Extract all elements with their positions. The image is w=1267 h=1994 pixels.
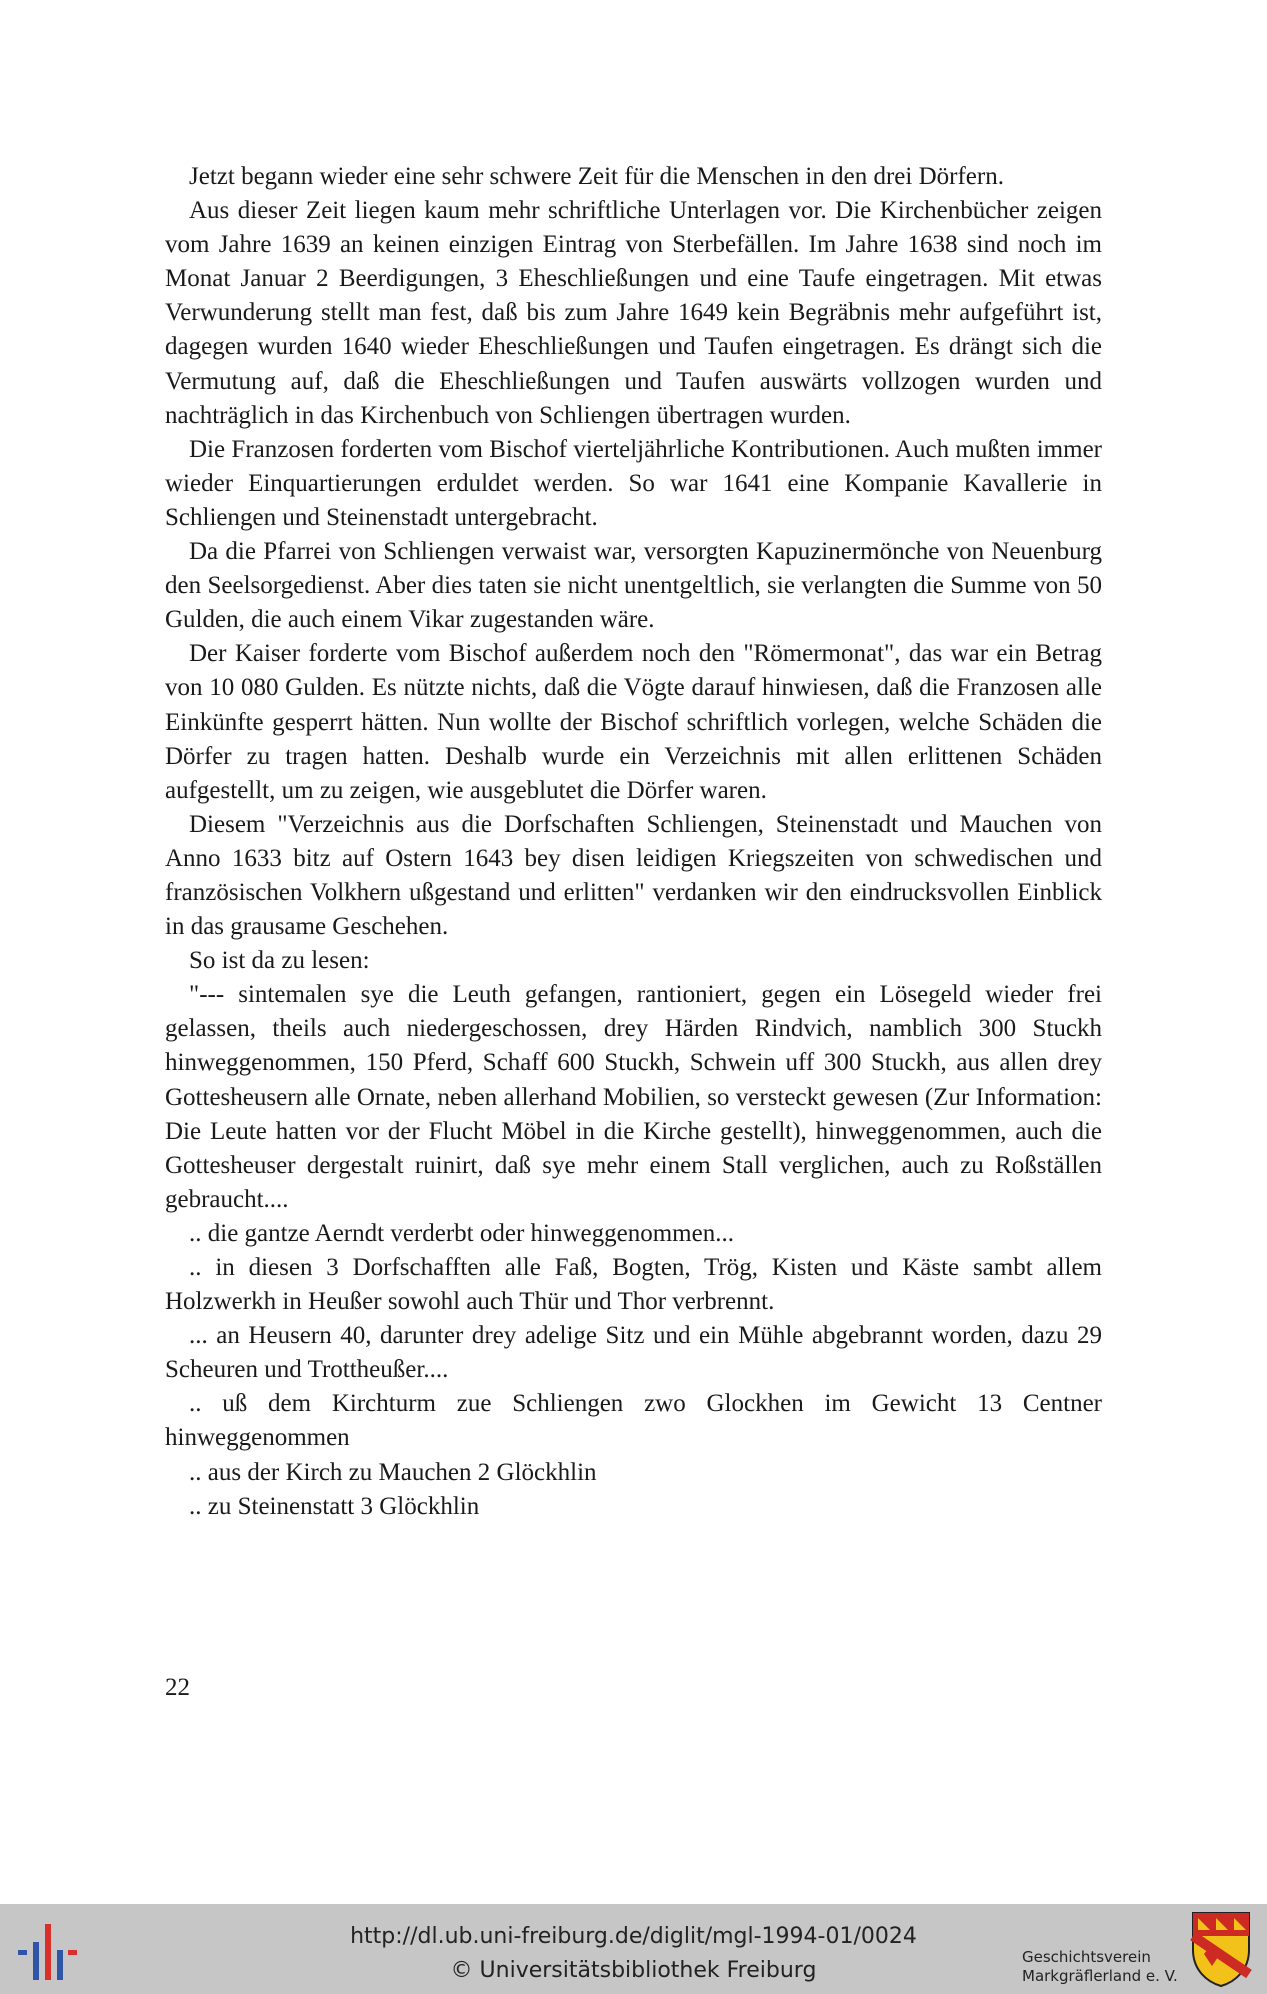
society-line-1: Geschichtsverein bbox=[1022, 1948, 1151, 1966]
copyright-text: © Universitätsbibliothek Freiburg bbox=[450, 1958, 817, 1983]
paragraph: Der Kaiser forderte vom Bischof außerdem noch den "Römermonat", das war ein Betrag von 10 080 Gulden. Es nützte nichts, daß die Vögte darauf hinwiesen, daß die Franzosen alle Einkünfte gesperrt hätten. Nun wollte der Bischof schriftlich vorlegen, welche Schäden die Dörfer zu tragen hatten. Deshalb wurde ein Verzeichnis mit allen erlittenen Schäden aufgestellt, um zu zeigen, wie ausgeblutet die Dörfer waren. bbox=[165, 640, 1102, 804]
quote-paragraph: .. aus der Kirch zu Mauchen 2 Glöckhlin bbox=[189, 1458, 597, 1486]
quote-paragraph: .. in diesen 3 Dorfschafften alle Faß, Bogten, Trög, Kisten und Käste sambt allem Holzwerkh in Heußer sowohl auch Thür und Thor verbrennt. bbox=[165, 1254, 1102, 1316]
paragraph: Da die Pfarrei von Schliengen verwaist war, versorgten Kapuzinermönche von Neuenburg den Seelsorgedienst. Aber dies taten sie nicht unentgeltlich, sie verlangten die Summe von 50 Gulden, die auch einem Vikar zugestanden wäre. bbox=[165, 538, 1102, 634]
society-name bbox=[1022, 1948, 1178, 1986]
paragraph: Jetzt begann wieder eine sehr schwere Zeit für die Menschen in den drei Dörfern. bbox=[189, 163, 1004, 190]
paragraph: Aus dieser Zeit liegen kaum mehr schriftliche Unterlagen vor. Die Kirchenbücher zeigen vom Jahre 1639 an keinen einzigen Eintrag von Sterbefällen. Im Jahre 1638 sind noch im Monat Januar 2 Beerdigungen, 3 Eheschließungen und eine Taufe eingetragen. Mit etwas Verwunderung stellt man fest, daß bis zum Jahre 1649 kein Begräbnis mehr aufgeführt ist, dagegen wurden 1640 wieder Eheschließungen und Taufen eingetragen. Es drängt sich die Vermutung auf, daß die Eheschließungen und Taufen auswärts vollzogen wurden und nachträglich in das Kirchenbuch von Schliengen übertragen wurden. bbox=[165, 197, 1102, 429]
paragraph: So ist da zu lesen: bbox=[189, 947, 370, 975]
quote-paragraph: .. zu Steinenstatt 3 Glöckhlin bbox=[189, 1492, 480, 1520]
footer-bar bbox=[0, 1904, 1267, 1994]
page-number: 22 bbox=[165, 1674, 190, 1701]
quote-paragraph: ... an Heusern 40, darunter drey adelige Sitz und ein Mühle abgebrannt worden, dazu 29 Scheuren und Trottheußer.... bbox=[165, 1322, 1102, 1384]
society-line-2: Markgräflerland e. V. bbox=[1022, 1967, 1178, 1985]
permalink-link[interactable]: http://dl.ub.uni-freiburg.de/diglit/mgl-1994-01/0024 bbox=[350, 1924, 917, 1949]
paragraph: Die Franzosen forderten vom Bischof vierteljährliche Kontributionen. Auch mußten immer wieder Einquartierungen erduldet werden. So war 1641 eine Kompanie Kavallerie in Schliengen und Steinenstadt untergebracht. bbox=[165, 435, 1102, 531]
document-body bbox=[165, 160, 1102, 1524]
quote-paragraph: .. die gantze Aerndt verderbt oder hinweggenommen... bbox=[189, 1219, 734, 1247]
quote-paragraph: .. uß dem Kirchturm zue Schliengen zwo Glockhen im Gewicht 13 Centner hinweggenommen bbox=[165, 1390, 1102, 1452]
quote-paragraph: "--- sintemalen sye die Leuth gefangen, rantioniert, gegen ein Lösegeld wieder frei gelassen, theils auch niedergeschossen, drey Härden Rindvich, namblich 300 Stuckh hinweggenommen, 150 Pferd, Schaff 600 Stuckh, Schwein uff 300 Stuckh, aus allen drey Gottesheusern alle Ornate, neben allerhand Mobilien, so versteckt gewesen (Zur Information: Die Leute hatten vor der Flucht Möbel in die Kirche gestellt), hinweggenommen, auch die Gottesheuser dergestalt ruinirt, daß sye mehr einem Stall verglichen, auch zu Roßställen gebraucht.... bbox=[165, 981, 1102, 1213]
paragraph: Diesem "Verzeichnis aus die Dorfschaften Schliengen, Steinenstadt und Mauchen von Anno 1633 bitz auf Ostern 1643 bey disen leidigen Kriegszeiten von schwedischen und französischen Volkhern ußgestand und erlitten" verdanken wir den eindrucksvollen Einblick in das grausame Geschehen. bbox=[165, 810, 1102, 941]
coat-of-arms-icon bbox=[1190, 1910, 1252, 1988]
